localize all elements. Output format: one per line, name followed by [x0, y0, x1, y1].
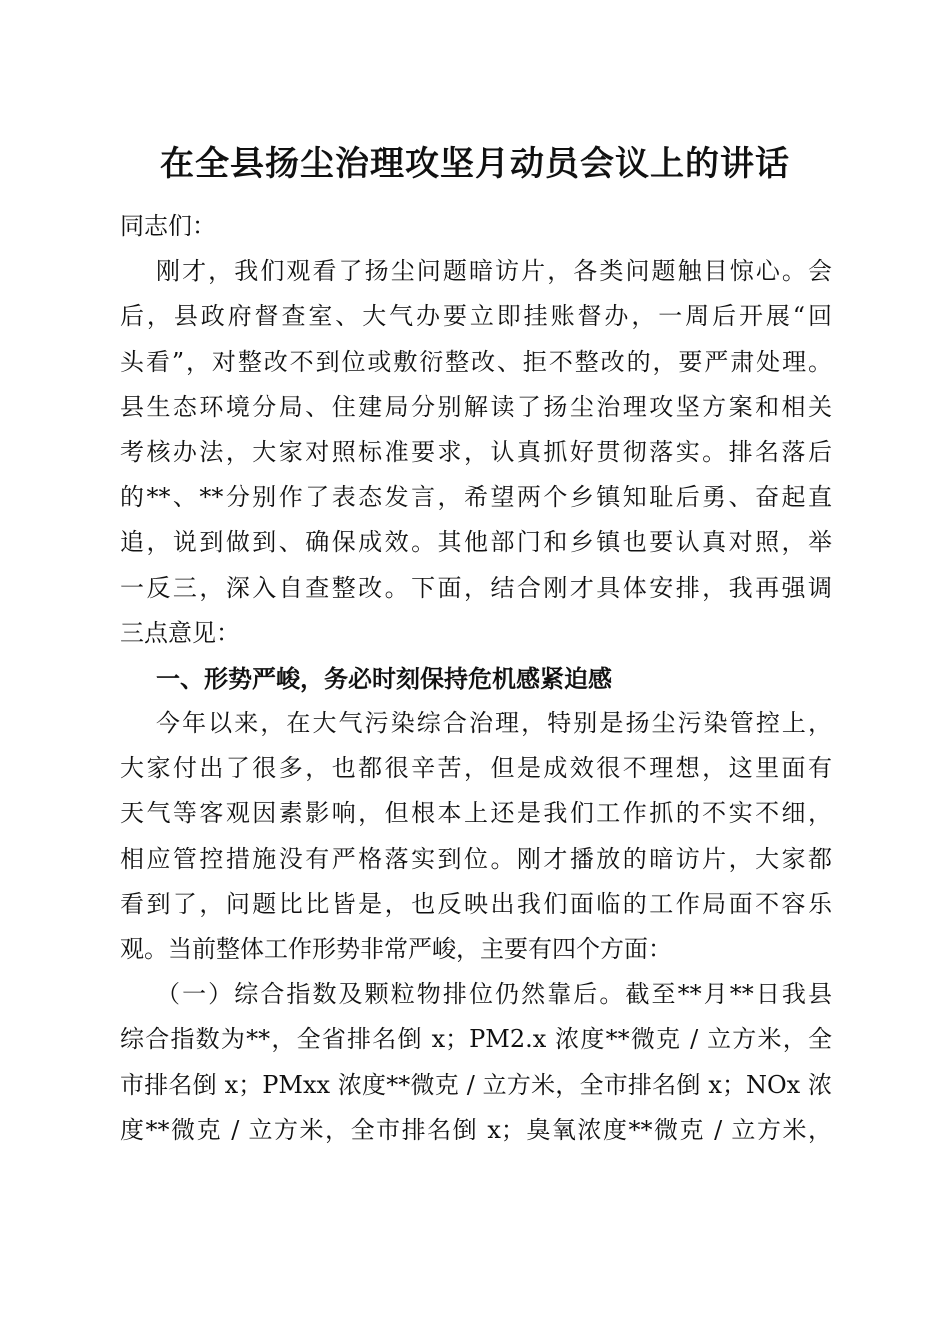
paragraph-line: 县生态环境分局、住建局分别解读了扬尘治理攻坚方案和相关 — [120, 392, 832, 421]
document-body — [120, 204, 832, 1153]
paragraph-line: 天气等客观因素影响，但根本上还是我们工作抓的不实不细， — [120, 799, 832, 828]
paragraph-line: 观。当前整体工作形势非常严峻，主要有四个方面： — [120, 935, 672, 963]
section-heading: 一、形势严峻，务必时刻保持危机感紧迫感 — [156, 663, 612, 693]
paragraph-line: （一）综合指数及颗粒物排位仍然靠后。截至**月**日我县 — [156, 980, 832, 1009]
paragraph-line: 的**、**分别作了表态发言，希望两个乡镇知耻后勇、奋起直 — [120, 483, 832, 512]
paragraph-line: 综合指数为**，全省排名倒 x；PM2.x 浓度**微克 / 立方米，全 — [120, 1025, 832, 1054]
paragraph-line: 追，说到做到、确保成效。其他部门和乡镇也要认真对照，举 — [120, 528, 832, 557]
paragraph-line: 相应管控措施没有严格落实到位。刚才播放的暗访片，大家都 — [120, 844, 832, 873]
paragraph-line: 同志们： — [120, 212, 216, 240]
paragraph-line: 看到了，问题比比皆是，也反映出我们面临的工作局面不容乐 — [120, 889, 832, 918]
paragraph-line: 三点意见： — [120, 618, 240, 647]
document-title: 在全县扬尘治理攻坚月动员会议上的讲话 — [160, 144, 790, 184]
paragraph-line: 大家付出了很多，也都很辛苦，但是成效很不理想，这里面有 — [120, 754, 832, 783]
paragraph-line: 度**微克 / 立方米，全市排名倒 x；臭氧浓度**微克 / 立方米， — [120, 1115, 832, 1144]
paragraph-line: 刚才，我们观看了扬尘问题暗访片，各类问题触目惊心。会 — [156, 257, 832, 286]
paragraph-line: 后，县政府督查室、大气办要立即挂账督办，一周后开展“回 — [120, 302, 832, 331]
paragraph-line: 市排名倒 x；PMxx 浓度**微克 / 立方米，全市排名倒 x；NOx 浓 — [120, 1070, 832, 1099]
paragraph-line: 今年以来，在大气污染综合治理，特别是扬尘污染管控上， — [156, 709, 832, 738]
paragraph-line: 考核办法，大家对照标准要求，认真抓好贯彻落实。排名落后 — [120, 437, 832, 466]
paragraph-line: 头看”，对整改不到位或敷衍整改、拒不整改的，要严肃处理。 — [120, 347, 832, 376]
paragraph-line: 一反三，深入自查整改。下面，结合刚才具体安排，我再强调 — [120, 573, 832, 602]
